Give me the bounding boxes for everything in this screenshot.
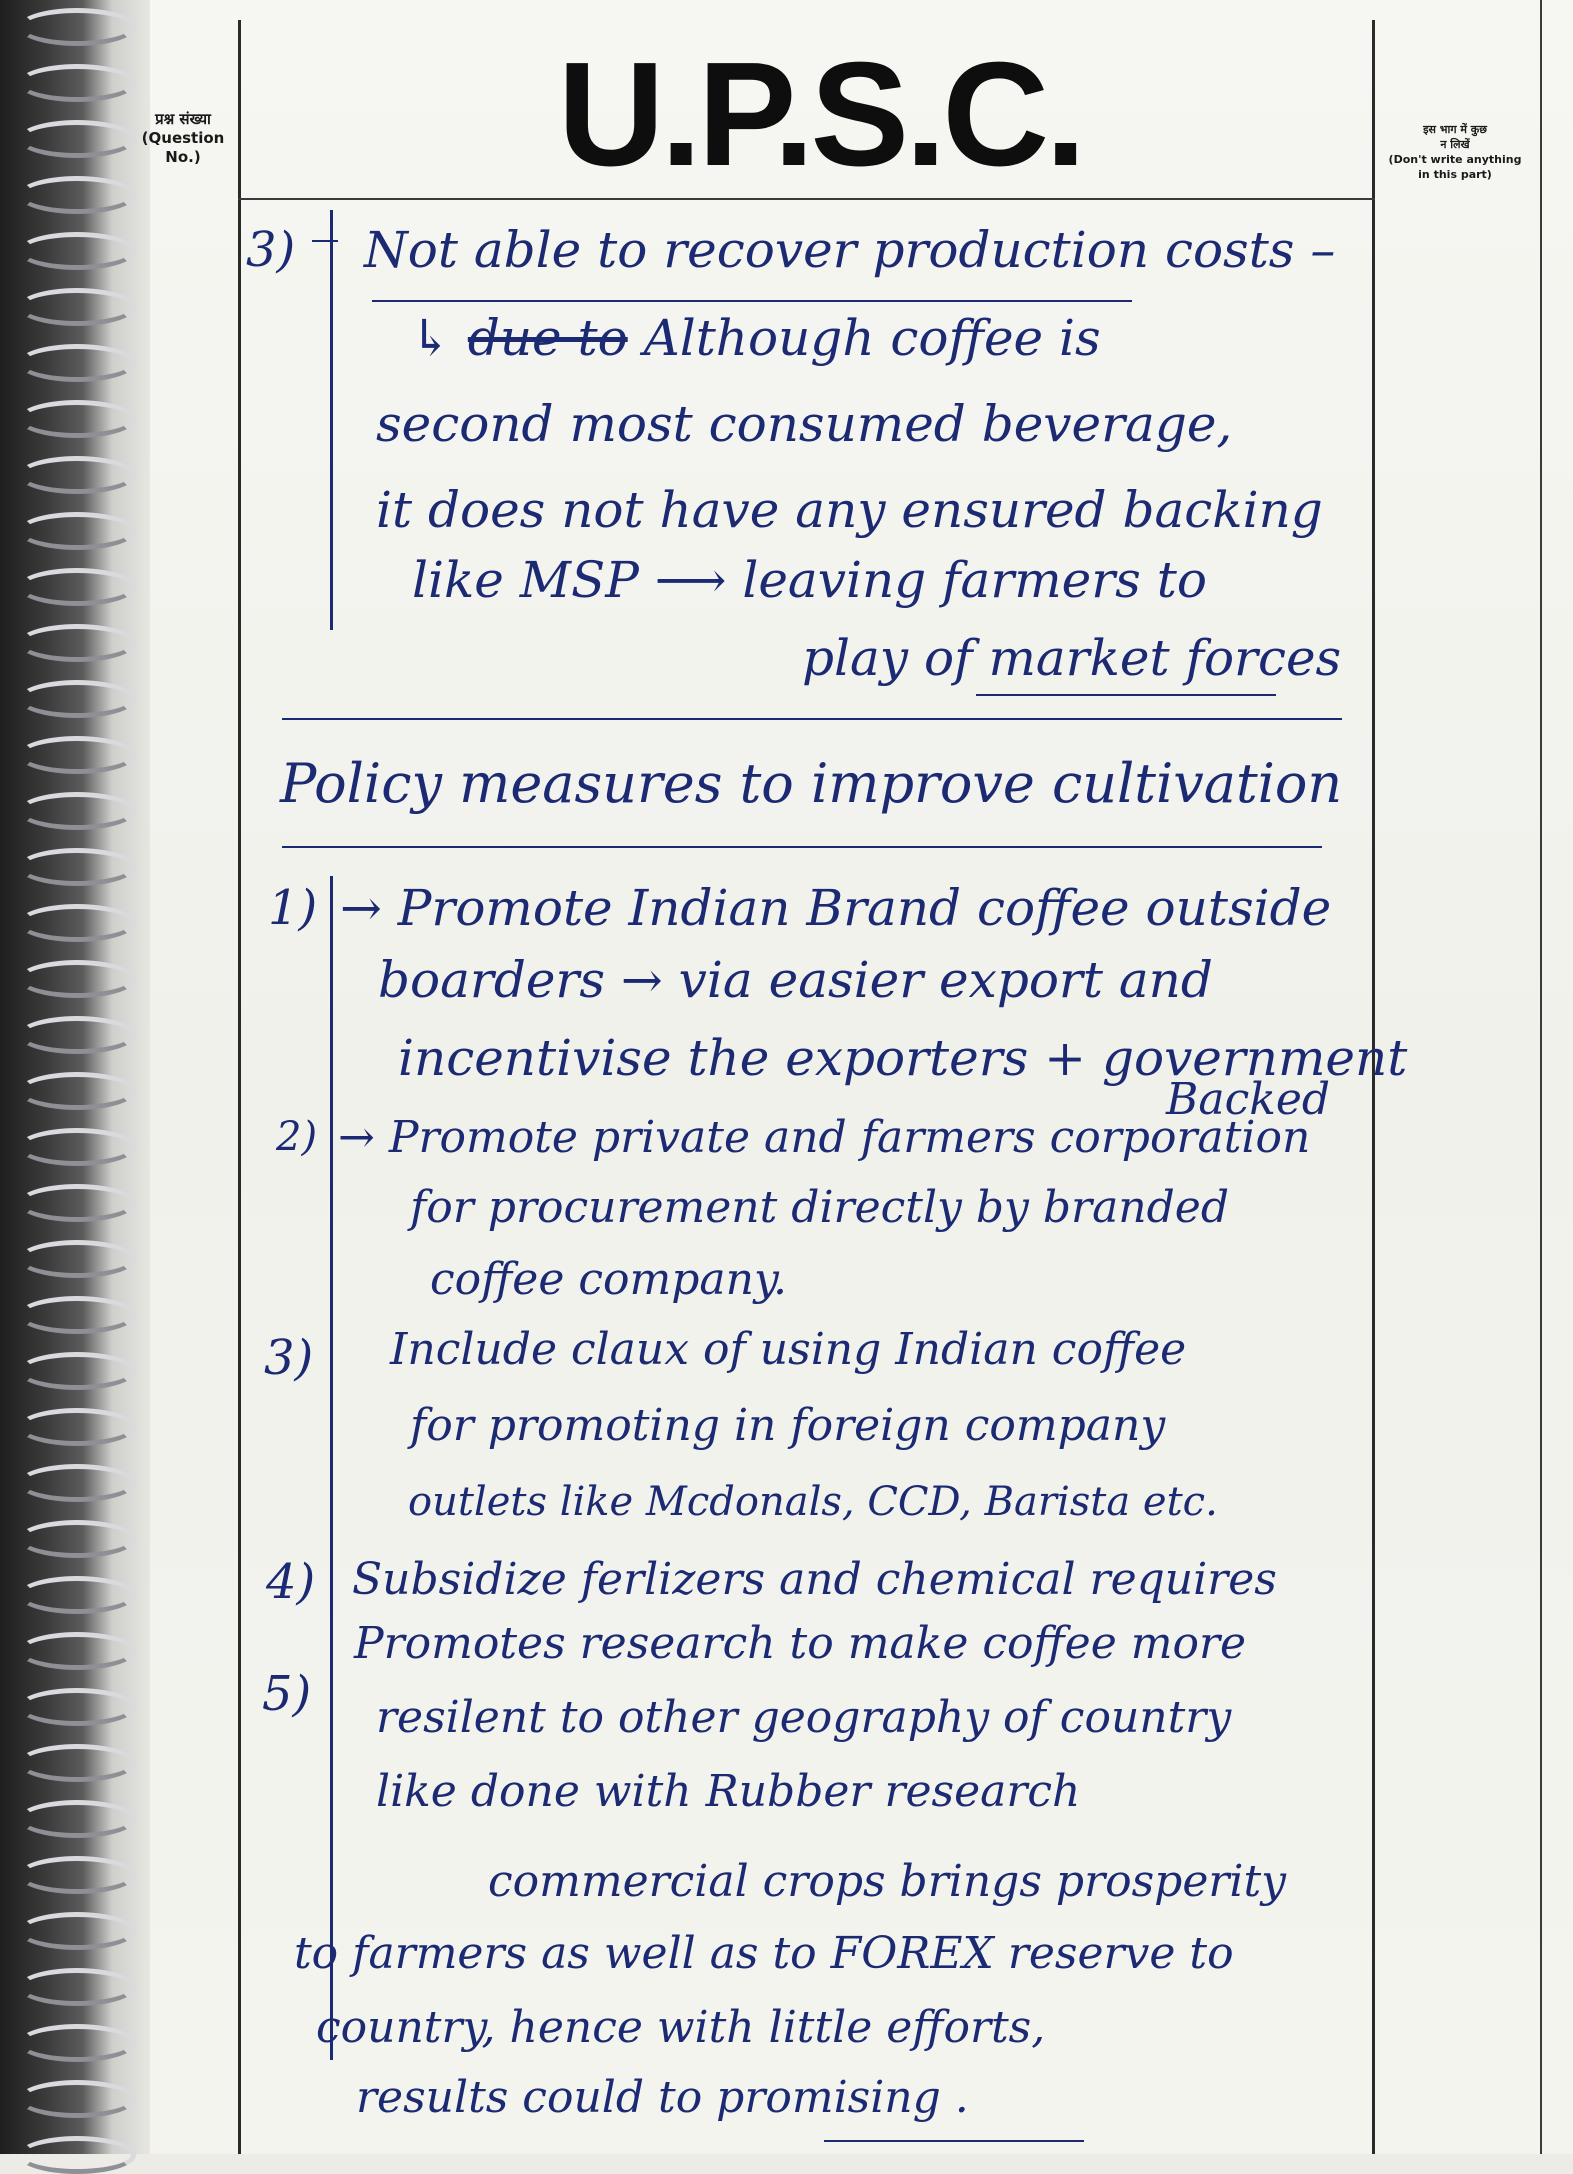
binding-ring xyxy=(18,1128,136,1166)
binding-ring xyxy=(18,344,136,382)
binding-ring xyxy=(18,1408,136,1446)
page-edge-rule xyxy=(1540,0,1542,2154)
binding-ring xyxy=(18,1184,136,1222)
point-bracket-line xyxy=(330,210,333,630)
binding-ring xyxy=(18,64,136,102)
binding-ring xyxy=(18,680,136,718)
item-line: coffee company. xyxy=(430,1254,787,1305)
item-line: Include claux of using Indian coffee xyxy=(390,1324,1187,1375)
margin-note-hindi-2: न लिखें xyxy=(1440,138,1470,151)
binding-ring xyxy=(18,288,136,326)
point-bracket-tick xyxy=(312,240,338,242)
struck-word: due to xyxy=(467,309,628,367)
market-forces-underline xyxy=(976,694,1276,696)
binding-ring xyxy=(18,1072,136,1110)
binding-ring xyxy=(18,1464,136,1502)
point-line: second most consumed beverage, xyxy=(376,395,1233,453)
binding-ring xyxy=(18,1576,136,1614)
conclusion-line: commercial crops brings prosperity xyxy=(488,1856,1287,1907)
section-divider xyxy=(282,718,1342,720)
binding-ring xyxy=(18,792,136,830)
item-number: 1) xyxy=(268,880,318,936)
binding-ring xyxy=(18,1968,136,2006)
conclusion-line: results could to promising . xyxy=(356,2072,969,2123)
policy-heading: Policy measures to improve cultivation xyxy=(280,752,1343,815)
item-line: like done with Rubber research xyxy=(376,1766,1081,1817)
binding-ring xyxy=(18,848,136,886)
binding-ring xyxy=(18,512,136,550)
point-heading: Not able to recover production costs – xyxy=(364,221,1336,279)
binding-ring xyxy=(18,2136,136,2174)
binding-ring xyxy=(18,904,136,942)
binding-ring xyxy=(18,176,136,214)
left-margin-rule xyxy=(238,20,241,2154)
binding-ring xyxy=(18,1240,136,1278)
question-number-label xyxy=(128,110,238,167)
item-line: → Promote Indian Brand coffee outside xyxy=(340,879,1332,937)
header-rule xyxy=(238,198,1375,200)
item-number: 3) xyxy=(264,1330,314,1386)
items-bracket-line xyxy=(330,876,333,2060)
conclusion-line: country, hence with little efforts, xyxy=(316,2002,1046,2053)
item-line: → Promote private and farmers corporation xyxy=(338,1112,1311,1163)
item-line: for procurement directly by branded xyxy=(410,1182,1230,1233)
item-line: Backed xyxy=(1166,1074,1331,1125)
binding-ring xyxy=(18,1632,136,1670)
heading-underline xyxy=(372,300,1132,302)
conclusion-line: to farmers as well as to FOREX reserve to xyxy=(294,1928,1234,1979)
binding-ring xyxy=(18,568,136,606)
binding-ring xyxy=(18,1800,136,1838)
binding-ring xyxy=(18,1744,136,1782)
binding-ring xyxy=(18,624,136,662)
item-number: 5) xyxy=(262,1666,312,1722)
promising-underline xyxy=(824,2140,1084,2142)
item-line: Promotes research to make coffee more xyxy=(354,1618,1247,1669)
binding-ring xyxy=(18,400,136,438)
margin-note-english-1: (Don't write anything xyxy=(1388,153,1522,166)
margin-note xyxy=(1380,122,1530,182)
point-line-text: Although coffee is xyxy=(643,309,1101,367)
binding-ring xyxy=(18,1016,136,1054)
binding-ring xyxy=(18,456,136,494)
binding-ring xyxy=(18,960,136,998)
question-number-hindi: प्रश्न संख्या xyxy=(155,110,211,128)
margin-note-hindi-1: इस भाग में कुछ xyxy=(1423,123,1487,136)
right-margin-rule xyxy=(1372,20,1375,2154)
question-number-english: (Question No.) xyxy=(141,129,225,166)
binding-ring xyxy=(18,8,136,46)
binding-ring xyxy=(18,1688,136,1726)
upsc-brand-logo: U.P.S.C. xyxy=(557,32,1083,197)
item-line: resilent to other geography of country xyxy=(376,1692,1232,1743)
item-line: Subsidize ferlizers and chemical requires xyxy=(352,1554,1277,1605)
binding-ring xyxy=(18,1856,136,1894)
item-line: outlets like Mcdonals, CCD, Barista etc. xyxy=(408,1479,1218,1525)
point-number: 3) xyxy=(246,222,296,278)
point-line: play of market forces xyxy=(802,629,1342,687)
policy-divider xyxy=(282,846,1322,848)
binding-ring xyxy=(18,1912,136,1950)
margin-note-english-2: in this part) xyxy=(1418,168,1492,181)
binding-ring xyxy=(18,2024,136,2062)
point-line: it does not have any ensured backing xyxy=(376,481,1323,539)
item-number: 2) xyxy=(276,1114,318,1160)
item-line: for promoting in foreign company xyxy=(410,1400,1166,1451)
item-line: boarders → via easier export and xyxy=(378,951,1213,1009)
binding-ring xyxy=(18,2080,136,2118)
binding-ring xyxy=(18,736,136,774)
binding-ring xyxy=(18,1296,136,1334)
point-line xyxy=(410,310,1101,366)
binding-ring xyxy=(18,1352,136,1390)
item-line: incentivise the exporters + government xyxy=(398,1029,1408,1087)
binding-ring xyxy=(18,232,136,270)
binding-ring xyxy=(18,1520,136,1558)
binding-ring xyxy=(18,120,136,158)
item-number: 4) xyxy=(266,1554,316,1610)
sub-arrow-icon: ↳ xyxy=(410,309,452,367)
point-line: like MSP ⟶ leaving farmers to xyxy=(412,551,1207,609)
